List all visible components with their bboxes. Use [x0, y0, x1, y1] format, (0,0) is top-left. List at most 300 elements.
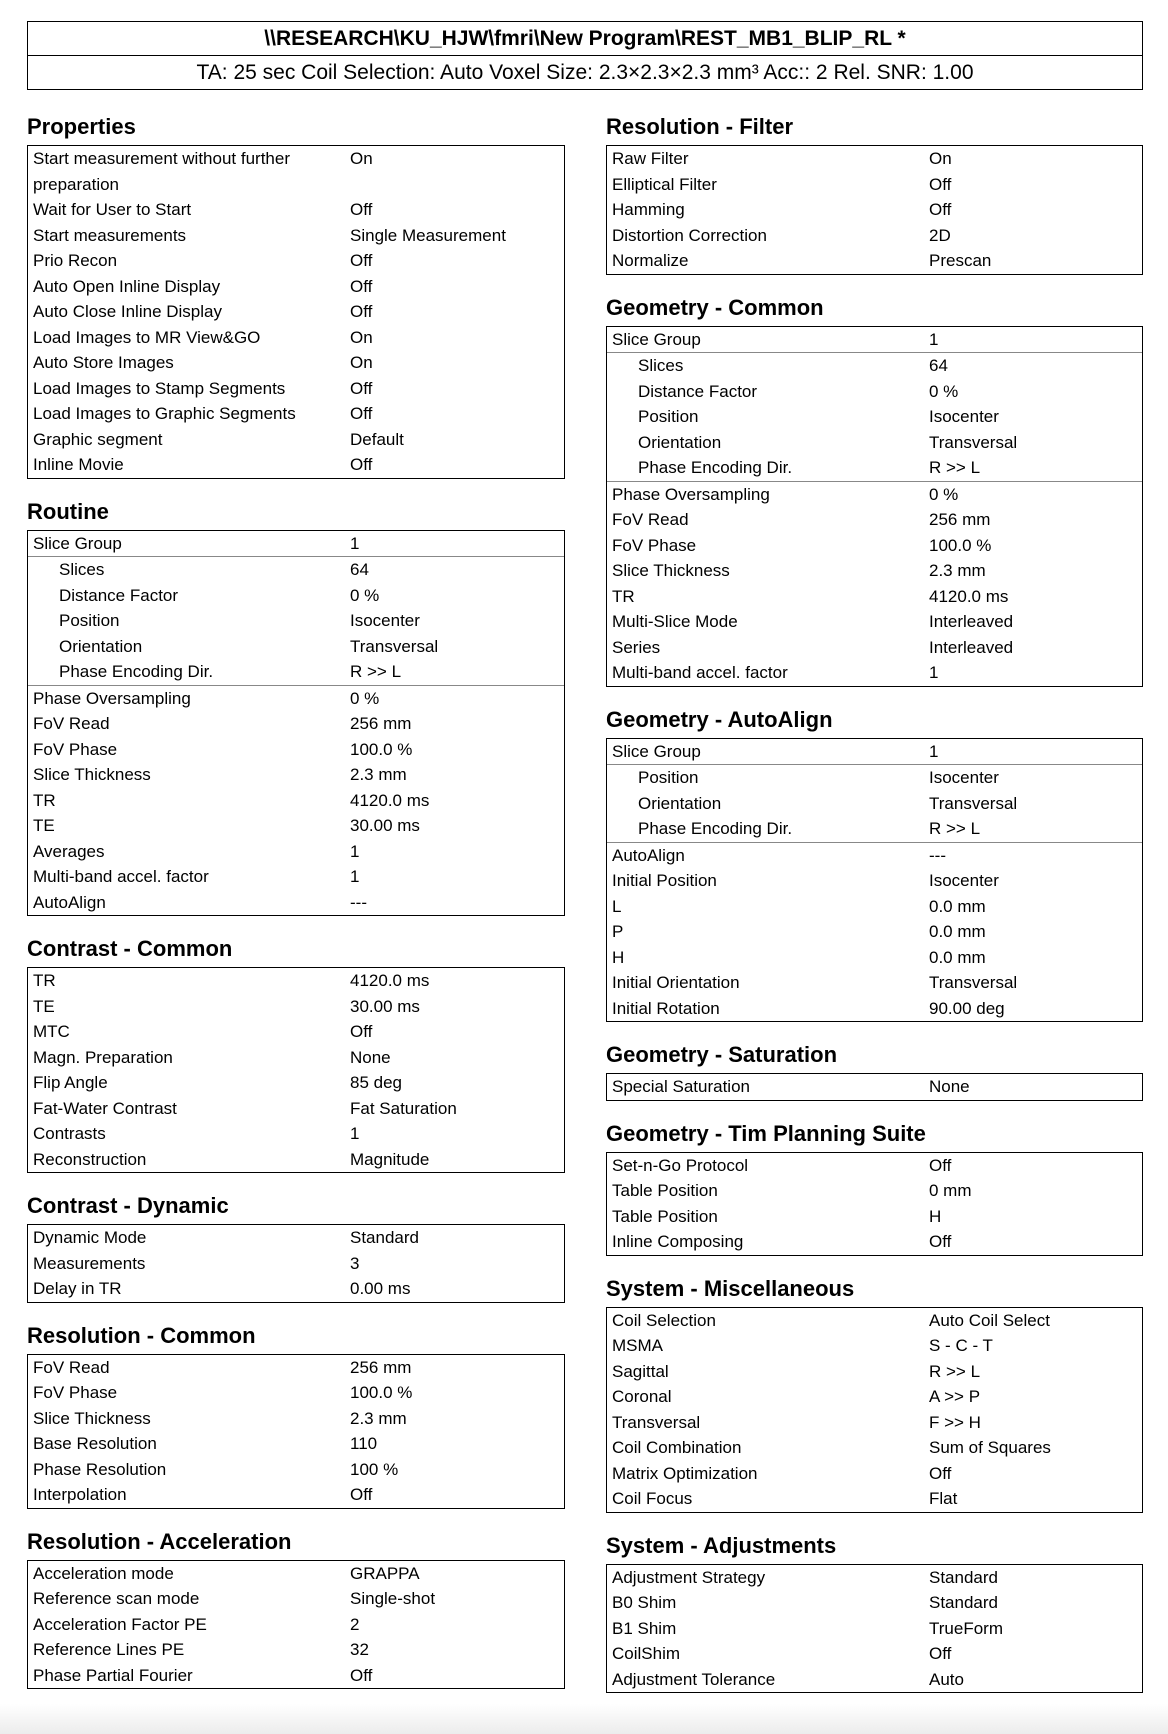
parameter-label: TR: [33, 971, 56, 990]
parameter-value: R >> L: [929, 819, 981, 838]
parameter-value: Interleaved: [929, 612, 1014, 631]
parameter-row: [28, 1612, 564, 1638]
parameter-label: Normalize: [612, 251, 689, 270]
parameter-value: 1: [929, 663, 939, 682]
section-title-geometry-saturation: Geometry - Saturation: [606, 1042, 838, 1067]
parameter-label: Slice Thickness: [33, 1408, 151, 1428]
parameter-row: [607, 327, 1142, 354]
parameter-label: Graphic segment: [33, 429, 163, 449]
parameter-label: Slices: [59, 560, 105, 579]
parameter-row: [607, 379, 1142, 405]
parameter-value: Standard: [929, 1593, 998, 1612]
parameter-value: Transversal: [929, 793, 1018, 813]
parameter-row: [28, 1070, 564, 1096]
parameter-label: Matrix Optimization: [612, 1463, 758, 1483]
parameter-label: Coil Focus: [612, 1489, 693, 1508]
parameter-label: Phase Encoding Dir.: [638, 458, 793, 477]
parameter-label: AutoAlign: [33, 892, 106, 912]
parameter-row: [607, 1229, 1142, 1255]
parameter-row: [28, 223, 564, 249]
parameter-label: Base Resolution: [33, 1434, 157, 1453]
parameter-value: 1: [929, 329, 939, 349]
parameter-row: [607, 1590, 1142, 1616]
parameter-label: Start measurements: [33, 225, 187, 245]
section-title-contrast-dynamic: Contrast - Dynamic: [27, 1193, 229, 1218]
parameter-row: [607, 1153, 1142, 1179]
parameter-row: [607, 404, 1142, 430]
parameter-label: Prio Recon: [33, 251, 118, 270]
parameter-label: TE: [33, 996, 55, 1016]
parameter-row: [28, 452, 564, 478]
parameter-value: 30.00 ms: [350, 996, 420, 1016]
parameter-row: [28, 350, 564, 376]
parameter-label: Multi-band accel. factor: [612, 663, 788, 682]
parameter-label: Slice Thickness: [612, 561, 730, 580]
parameter-table-resolution-filter: [606, 145, 1143, 275]
parameter-row: [607, 1204, 1142, 1230]
parameter-row: [28, 1663, 564, 1689]
parameter-row: [28, 1096, 564, 1122]
parameter-row: [28, 583, 564, 609]
parameter-value: Isocenter: [350, 611, 420, 630]
parameter-value: TrueForm: [929, 1618, 1003, 1638]
parameter-row: [607, 455, 1142, 482]
parameter-label: Reference Lines PE: [33, 1640, 185, 1659]
parameter-label: Averages: [33, 841, 105, 861]
parameter-label: Slice Group: [612, 329, 701, 349]
parameter-value: 64: [350, 560, 369, 579]
parameter-label: FoV Read: [612, 510, 689, 529]
parameter-label: Initial Orientation: [612, 973, 740, 992]
parameter-label: CoilShim: [612, 1644, 681, 1663]
parameter-row: [607, 791, 1142, 817]
parameter-label: FoV Read: [33, 1357, 110, 1377]
parameter-row: [607, 1359, 1142, 1385]
section-title-resolution-filter: Resolution - Filter: [606, 114, 793, 139]
parameter-row: [607, 1333, 1142, 1359]
parameter-row: [607, 1384, 1142, 1410]
parameter-label: Distance Factor: [59, 585, 179, 605]
parameter-row: [28, 890, 564, 916]
parameter-row: [607, 843, 1142, 869]
parameter-value: 256 mm: [350, 1357, 412, 1377]
parameter-label: Acceleration Factor PE: [33, 1614, 207, 1634]
parameter-value: ---: [350, 892, 367, 912]
parameter-label: Reference scan mode: [33, 1589, 200, 1608]
parameter-value: Off: [350, 251, 373, 270]
parameter-row: [607, 248, 1142, 274]
parameter-value: Single Measurement: [350, 225, 506, 245]
parameter-table-properties: [27, 145, 565, 479]
parameter-label: MTC: [33, 1022, 70, 1041]
parameter-row: [28, 659, 564, 686]
parameter-row: [28, 1147, 564, 1173]
parameter-value: On: [929, 149, 952, 168]
parameter-value: 100 %: [350, 1459, 399, 1479]
parameter-label: Auto Store Images: [33, 353, 174, 372]
parameter-label: Initial Rotation: [612, 998, 720, 1018]
parameter-label: Coronal: [612, 1387, 672, 1406]
parameter-value: Off: [929, 1463, 952, 1483]
parameter-label: Interpolation: [33, 1485, 127, 1504]
parameter-label: Adjustment Tolerance: [612, 1669, 776, 1689]
parameter-value: Isocenter: [929, 407, 999, 426]
parameter-row: [28, 788, 564, 814]
parameter-row: [28, 711, 564, 737]
parameter-label: Table Position: [612, 1181, 718, 1200]
parameter-row: [28, 994, 564, 1020]
parameter-row: [28, 197, 564, 223]
parameter-label: FoV Phase: [612, 535, 697, 555]
parameter-table-geometry-autoalign: [606, 738, 1143, 1023]
parameter-value: Off: [929, 1644, 952, 1663]
parameter-value: Off: [929, 1155, 952, 1175]
parameter-label: H: [612, 947, 625, 967]
section-title-resolution-common: Resolution - Common: [27, 1322, 256, 1348]
parameter-row: [607, 1074, 1142, 1100]
parameter-value: ---: [929, 845, 946, 865]
parameter-row: [28, 737, 564, 763]
parameter-row: [607, 1308, 1142, 1334]
parameter-label: Fat-Water Contrast: [33, 1098, 177, 1118]
parameter-value: Prescan: [929, 251, 992, 270]
parameter-label: Wait for User to Start: [33, 200, 192, 219]
parameter-value: 1: [350, 867, 360, 886]
parameter-row: [607, 430, 1142, 456]
parameter-value: F >> H: [929, 1412, 981, 1432]
parameter-value: Auto: [929, 1669, 964, 1689]
parameter-row: [607, 584, 1142, 610]
parameter-table-contrast-common: [27, 967, 565, 1173]
parameter-label: Position: [638, 768, 699, 787]
parameter-row: [28, 1380, 564, 1406]
section-title-resolution-acceleration: Resolution - Acceleration: [27, 1528, 292, 1554]
parameter-value: None: [929, 1077, 970, 1096]
parameter-row: [28, 1355, 564, 1381]
parameter-row: [607, 1616, 1142, 1642]
parameter-row: [28, 813, 564, 839]
parameter-row: [28, 1637, 564, 1663]
parameter-value: 1: [350, 533, 360, 553]
parameter-label: Slice Thickness: [33, 765, 151, 784]
parameter-label: Elliptical Filter: [612, 174, 717, 194]
parameter-value: 4120.0 ms: [929, 586, 1009, 606]
parameter-row: [28, 376, 564, 402]
parameter-value: Off: [929, 200, 952, 219]
parameter-value: On: [350, 149, 373, 168]
parameter-label: Acceleration mode: [33, 1563, 174, 1583]
parameter-label: Load Images to Stamp Segments: [33, 378, 286, 398]
parameter-label: Multi-Slice Mode: [612, 612, 738, 631]
parameter-label: Phase Encoding Dir.: [638, 819, 793, 838]
parameter-label: Slice Group: [612, 741, 701, 761]
parameter-value: Fat Saturation: [350, 1098, 457, 1118]
parameter-value: A >> P: [929, 1387, 981, 1406]
parameter-value: Sum of Squares: [929, 1438, 1051, 1457]
parameter-label: Hamming: [612, 200, 685, 219]
parameter-value: On: [350, 327, 373, 347]
parameter-value: 100.0 %: [350, 739, 413, 759]
parameter-row: [28, 274, 564, 300]
parameter-value: Off: [350, 276, 373, 296]
parameter-value: Off: [350, 455, 373, 474]
parameter-value: Isocenter: [929, 871, 999, 890]
parameter-label: Slice Group: [33, 533, 122, 553]
parameter-value: 100.0 %: [929, 535, 992, 555]
parameter-row: [28, 427, 564, 453]
parameter-value: 2.3 mm: [929, 561, 986, 580]
parameter-value: Default: [350, 429, 404, 449]
parameter-label: Transversal: [612, 1412, 701, 1432]
parameter-row: [28, 557, 564, 583]
parameter-row: [28, 1431, 564, 1457]
parameter-table-geometry-tim-planning-suite: [606, 1152, 1143, 1256]
parameter-value: 0.0 mm: [929, 922, 986, 941]
parameter-value: Off: [350, 1022, 373, 1041]
parameter-row: [28, 762, 564, 788]
parameter-value: 1: [350, 1124, 360, 1143]
parameter-value: 256 mm: [350, 714, 412, 733]
parameter-row: [28, 1482, 564, 1508]
parameter-value: Off: [929, 1232, 952, 1251]
parameter-label: Orientation: [59, 636, 143, 656]
parameter-label: Phase Partial Fourier: [33, 1665, 193, 1685]
parameter-row: [607, 1461, 1142, 1487]
parameter-label: FoV Phase: [33, 739, 118, 759]
parameter-table-resolution-common: [27, 1354, 565, 1509]
section-title-system-miscellaneous: System - Miscellaneous: [606, 1275, 855, 1301]
parameter-row: [607, 868, 1142, 894]
parameter-value: 1: [929, 741, 939, 761]
parameter-row: [607, 1410, 1142, 1436]
parameter-label: Contrasts: [33, 1124, 106, 1143]
parameter-table-system-adjustments: [606, 1564, 1143, 1694]
parameter-label: Series: [612, 637, 661, 657]
parameter-label: Adjustment Strategy: [612, 1567, 766, 1587]
section-title-system-adjustments: System - Adjustments: [606, 1532, 837, 1558]
left-column: [27, 109, 565, 1704]
parameter-row: [607, 660, 1142, 686]
parameter-row: [28, 146, 564, 197]
parameter-value: Flat: [929, 1489, 958, 1508]
parameter-row: [607, 1178, 1142, 1204]
parameter-value: Isocenter: [929, 768, 999, 787]
section-title-properties: Properties: [27, 114, 136, 139]
parameter-row: [28, 531, 564, 558]
parameter-value: Single-shot: [350, 1589, 436, 1608]
parameter-label: L: [612, 896, 622, 916]
parameter-row: [28, 248, 564, 274]
parameter-label: AutoAlign: [612, 845, 685, 865]
parameter-value: 3: [350, 1253, 360, 1273]
parameter-row: [607, 894, 1142, 920]
parameter-table-resolution-acceleration: [27, 1560, 565, 1690]
parameter-label: Phase Oversampling: [612, 484, 770, 504]
parameter-label: Magn. Preparation: [33, 1047, 173, 1067]
parameter-row: [607, 816, 1142, 843]
parameter-label: Inline Movie: [33, 455, 124, 474]
parameter-value: 30.00 ms: [350, 816, 420, 835]
parameter-row: [607, 1565, 1142, 1591]
parameter-label: B0 Shim: [612, 1593, 677, 1612]
parameter-label: Delay in TR: [33, 1279, 122, 1298]
parameter-label: Coil Selection: [612, 1310, 716, 1330]
parameter-value: 100.0 %: [350, 1383, 413, 1402]
protocol-summary-info: TA: 25 sec Coil Selection: Auto Voxel Size: 2.3×2.3×2.3 mm³ Acc:: 2 Rel. SNR: 1.00: [196, 61, 974, 84]
parameter-row: [28, 1045, 564, 1071]
parameter-value: R >> L: [350, 662, 402, 681]
parameter-value: R >> L: [929, 458, 981, 477]
parameter-label: Position: [638, 407, 699, 426]
parameter-row: [607, 197, 1142, 223]
parameter-value: Auto Coil Select: [929, 1310, 1050, 1330]
parameter-value: Off: [350, 1665, 373, 1685]
parameter-label: Distortion Correction: [612, 225, 767, 245]
parameter-row: [607, 609, 1142, 635]
parameter-value: 0.0 mm: [929, 896, 986, 916]
parameter-label: Measurements: [33, 1253, 146, 1273]
parameter-row: [607, 1435, 1142, 1461]
parameter-label: Inline Composing: [612, 1232, 744, 1251]
parameter-row: [28, 1406, 564, 1432]
parameter-table-geometry-common: [606, 326, 1143, 687]
parameter-value: 0.0 mm: [929, 947, 986, 967]
parameter-label: Special Saturation: [612, 1077, 750, 1096]
parameter-row: [607, 635, 1142, 661]
parameter-label: Flip Angle: [33, 1073, 108, 1092]
parameter-value: 4120.0 ms: [350, 790, 430, 810]
parameter-value: 85 deg: [350, 1073, 402, 1092]
parameter-label: Orientation: [638, 793, 722, 813]
parameter-label: Table Position: [612, 1206, 718, 1226]
section-title-geometry-tim-planning-suite: Geometry - Tim Planning Suite: [606, 1120, 926, 1146]
parameter-label: Slices: [638, 356, 684, 375]
parameter-value: Off: [350, 378, 373, 398]
parameter-value: 4120.0 ms: [350, 971, 430, 990]
parameter-row: [28, 1121, 564, 1147]
parameter-label: Set-n-Go Protocol: [612, 1155, 749, 1175]
parameter-label: Load Images to MR View&GO: [33, 327, 261, 347]
parameter-value: Transversal: [350, 636, 439, 656]
parameter-label: TE: [33, 816, 55, 835]
parameter-value: Standard: [350, 1228, 419, 1247]
parameter-row: [607, 739, 1142, 766]
parameter-label: Phase Encoding Dir.: [59, 662, 214, 681]
parameter-label: Raw Filter: [612, 149, 689, 168]
parameter-value: On: [350, 353, 373, 372]
section-title-contrast-common: Contrast - Common: [27, 936, 233, 961]
parameter-label: Dynamic Mode: [33, 1228, 147, 1247]
parameter-row: [28, 968, 564, 994]
parameter-row: [607, 1667, 1142, 1693]
parameter-label: FoV Phase: [33, 1383, 118, 1402]
parameter-value: S - C - T: [929, 1336, 993, 1355]
parameter-label: Reconstruction: [33, 1149, 147, 1169]
section-title-geometry-autoalign: Geometry - AutoAlign: [606, 706, 833, 732]
right-column: [606, 109, 1143, 1708]
parameter-table-contrast-dynamic: [27, 1224, 565, 1303]
parameter-row: [28, 634, 564, 660]
parameter-row: [607, 1486, 1142, 1512]
parameter-row: [28, 1225, 564, 1251]
parameter-label: Distance Factor: [638, 381, 758, 401]
parameter-value: R >> L: [929, 1361, 981, 1381]
parameter-label: TR: [33, 790, 56, 810]
parameter-value: 0 %: [929, 381, 959, 401]
parameter-row: [607, 945, 1142, 971]
parameter-value: 0 %: [350, 688, 380, 708]
parameter-value: 110: [350, 1434, 378, 1453]
parameter-value: 2.3 mm: [350, 1408, 407, 1428]
parameter-row: [28, 686, 564, 712]
parameter-row: [28, 1561, 564, 1587]
parameter-value: Off: [350, 404, 373, 423]
parameter-row: [607, 482, 1142, 508]
parameter-label: Load Images to Graphic Segments: [33, 404, 296, 423]
section-title-routine: Routine: [27, 498, 109, 524]
parameter-row: [28, 1251, 564, 1277]
parameter-value: None: [350, 1047, 391, 1067]
parameter-row: [607, 533, 1142, 559]
parameter-label: Position: [59, 611, 120, 630]
parameter-value: GRAPPA: [350, 1563, 420, 1583]
parameter-label: Initial Position: [612, 871, 717, 890]
parameter-label: TR: [612, 586, 635, 606]
parameter-row: [28, 1276, 564, 1302]
parameter-value: Magnitude: [350, 1149, 430, 1169]
parameter-row: [607, 223, 1142, 249]
parameter-row: [607, 146, 1142, 172]
parameter-label: Auto Open Inline Display: [33, 276, 221, 296]
parameter-row: [607, 996, 1142, 1022]
parameter-row: [28, 1019, 564, 1045]
parameter-label: MSMA: [612, 1336, 663, 1355]
parameter-label: Sagittal: [612, 1361, 669, 1381]
parameter-value: 2: [350, 1614, 360, 1634]
parameter-value: 32: [350, 1640, 369, 1659]
parameter-row: [607, 353, 1142, 379]
parameter-value: Interleaved: [929, 637, 1014, 657]
parameter-label: Phase Resolution: [33, 1459, 167, 1479]
parameter-value: Off: [350, 200, 373, 219]
parameter-row: [28, 1457, 564, 1483]
parameter-label: Coil Combination: [612, 1438, 742, 1457]
parameter-value: Off: [350, 302, 373, 321]
parameter-row: [607, 765, 1142, 791]
parameter-value: H: [929, 1206, 942, 1226]
parameter-label: P: [612, 922, 624, 941]
parameter-value: 2D: [929, 225, 951, 245]
parameter-value: Transversal: [929, 432, 1018, 452]
parameter-label: B1 Shim: [612, 1618, 677, 1638]
parameter-value: 1: [350, 841, 360, 861]
parameter-value: 2.3 mm: [350, 765, 407, 784]
parameter-value: 0.00 ms: [350, 1279, 411, 1298]
parameter-label: Phase Oversampling: [33, 688, 191, 708]
parameter-table-geometry-saturation: [606, 1073, 1143, 1101]
parameter-row: [28, 608, 564, 634]
parameter-value: Transversal: [929, 973, 1018, 992]
parameter-label: Multi-band accel. factor: [33, 867, 209, 886]
parameter-row: [607, 172, 1142, 198]
parameter-row: [28, 401, 564, 427]
parameter-table-system-miscellaneous: [606, 1307, 1143, 1513]
parameter-row: [28, 864, 564, 890]
parameter-row: [607, 1641, 1142, 1667]
parameter-label: Orientation: [638, 432, 722, 452]
parameter-value: 256 mm: [929, 510, 991, 529]
parameter-label: FoV Read: [33, 714, 110, 733]
